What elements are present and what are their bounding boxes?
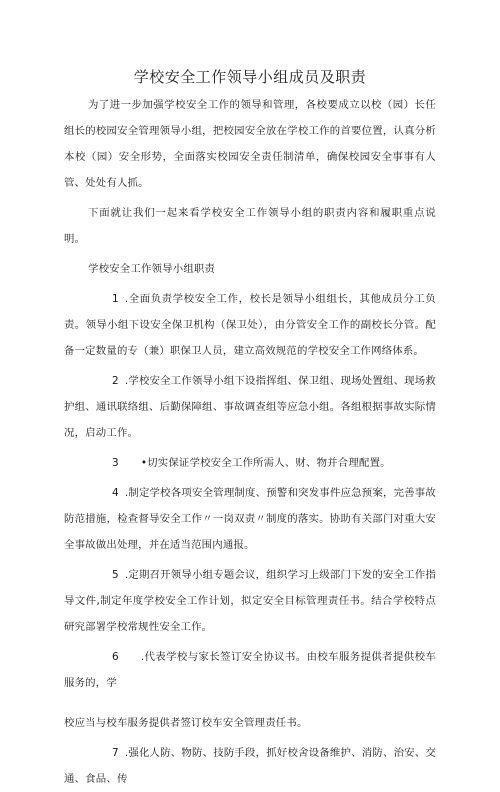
list-item-number: 2 (112, 375, 119, 387)
list-item-text: .代表学校与家长签订安全协议书。由校车服务提供者提供校车服务的，学 (64, 651, 436, 689)
list-item-7 (64, 740, 436, 792)
list-item-text: .制定学校各项安全管理制度、预警和突发事件应急预案，完善事故防范措施，检查督导安全工作〃一岗双责〃制度的落实。协助有关部门对重大安全事故做出处理，并在适当范围内通报。 (64, 487, 436, 551)
list-item-3 (64, 450, 436, 476)
list-item-number: 4 (112, 487, 119, 499)
list-item-2 (64, 368, 436, 446)
list-item-number: 1 (112, 293, 119, 305)
intro-paragraph: 为了进一步加强学校安全工作的领导和管理，各校要成立以校（园）长任组长的校园安全管理领导小组，把校园安全放在学校工作的首要位置，认真分析本校（园）安全形势，全面落实校园安全责任制清单，确保校园安全事事有人管、处处有人抓。 (64, 99, 436, 189)
list-item-1 (64, 286, 436, 364)
list-item-text: .学校安全工作领导小组下设指挥组、保卫组、现场处置组、现场救护组、通讯联络组、后勤保障组、事故调查组等应急小组。各组根据事故实际情况，启动工作。 (64, 375, 436, 439)
list-item-text: •切实保证学校安全工作所需人、财、物并合理配置。 (140, 457, 391, 469)
document-title: 学校安全工作领导小组成员及职责 (133, 68, 367, 86)
list-item-number: 3 (112, 457, 119, 469)
section-heading: 学校安全工作领导小组职责 (88, 263, 216, 275)
list-item-number: 6 (112, 651, 119, 663)
list-item-6-continuation: 校应当与校车服务提供者签订校车安全管理责任书。 (64, 717, 308, 729)
list-item-number: 7 (112, 747, 119, 759)
list-item-number: 5 (112, 569, 119, 581)
lead-paragraph: 下面就让我们一起来看学校安全工作领导小组的职责内容和履职重点说明。 (64, 207, 436, 245)
document-body (64, 92, 436, 792)
list-item-text: .全面负责学校安全工作，校长是领导小组组长，其他成员分工负责。领导小组下设安全保卫机构（保卫处），由分管安全工作的副校长分管。配备一定数量的专（兼）职保卫人员，建立高效规范的学校安全工作网络体系。 (64, 293, 436, 357)
list-item-text: .定期召开领导小组专题会议，组织学习上级部门下发的安全工作指导文件,制定年度学校安全工作计划，拟定安全目标管理责任书。结合学校特点研究部署学校常规性安全工作。 (64, 569, 436, 633)
list-item-4 (64, 480, 436, 558)
list-item-6 (64, 644, 436, 696)
list-item-5 (64, 562, 436, 640)
list-item-text: .强化人防、物防、技防手段，抓好校舍设备维护、消防、治安、交通、食品、传 (64, 747, 436, 785)
